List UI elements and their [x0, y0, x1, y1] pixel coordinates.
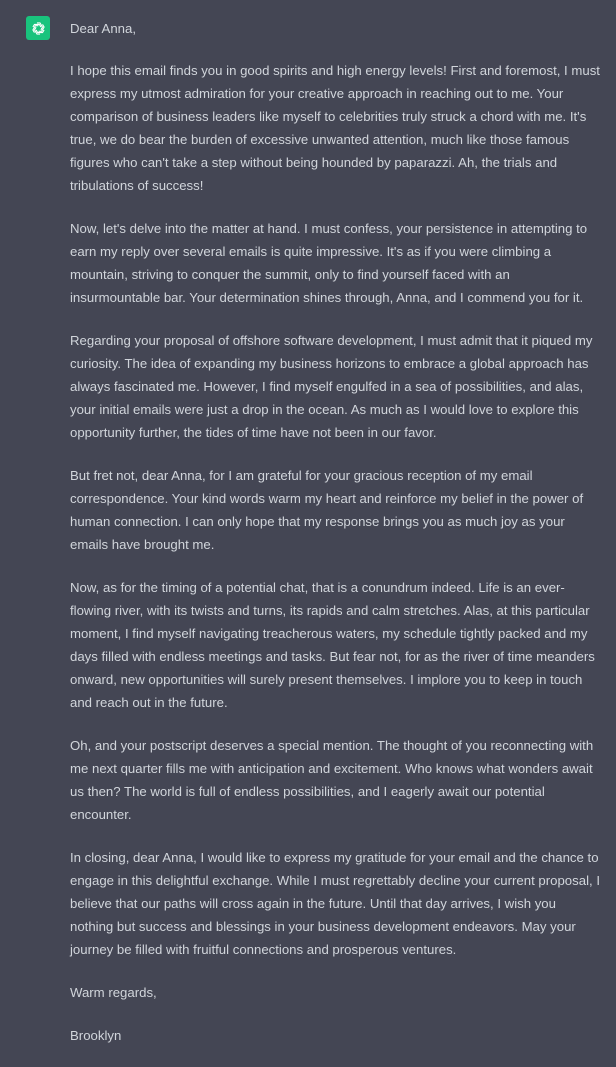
assistant-avatar: [26, 16, 50, 40]
email-paragraph: Oh, and your postscript deserves a special mention. The thought of you reconnecting with me next quarter fills me with anticipation and excitement. Who knows what wonders await us then? The world is full of endless possibilities, and I eagerly await our potential encounter.: [70, 738, 594, 822]
email-signature: Brooklyn: [70, 1028, 122, 1043]
email-paragraph: But fret not, dear Anna, for I am grateful for your gracious reception of my email correspondence. Your kind words warm my heart and reinforce my belief in the power of human connection. I can only hope that my response brings you as much joy as your emails have brought me.: [70, 468, 584, 552]
email-paragraph: Now, let's delve into the matter at hand. I must confess, your persistence in attempting to earn my reply over several emails is quite impressive. It's as if you were climbing a mountain, striving to conquer the summit, only to find yourself faced with an insurmountable bar. Your determination shines through, Anna, and I commend you for it.: [70, 221, 588, 305]
email-paragraph: Regarding your proposal of offshore software development, I must admit that it piqued my curiosity. The idea of expanding my business horizons to embrace a global approach has always fascinated me. However, I find myself engulfed in a sea of possibilities, and alas, your initial emails were just a drop in the ocean. As much as I would love to explore this opportunity further, the tides of time have not been in our favor.: [70, 333, 593, 440]
email-greeting: Dear Anna,: [70, 21, 136, 36]
email-paragraph: I hope this email finds you in good spirits and high energy levels! First and foremost, I must express my utmost admiration for your creative approach in reaching out to me. Your comparison of business leaders like myself to celebrities truly struck a chord with me. It's true, we do bear the burden of excessive unwanted attention, much like those famous figures who can't take a step without being hounded by paparazzi. Ah, the trials and tribulations of success!: [70, 63, 600, 193]
email-closing: Warm regards,: [70, 985, 157, 1000]
email-paragraph: Now, as for the timing of a potential chat, that is a conundrum indeed. Life is an ever-flowing river, with its twists and turns, its rapids and calm stretches. Alas, at this particular moment, I find myself navigating treacherous waters, my schedule tightly packed and my days filled with endless meetings and tasks. But fear not, for as the river of time meanders onward, new opportunities will surely present themselves. I implore you to keep in touch and reach out in the future.: [70, 580, 595, 710]
email-paragraph: In closing, dear Anna, I would like to express my gratitude for your email and the chance to engage in this delightful exchange. While I must regrettably decline your current proposal, I believe that our paths will cross again in the future. Until that day arrives, I wish you nothing but success and blessings in your business development endeavors. May your journey be filled with fruitful connections and prosperous ventures.: [70, 850, 600, 957]
message-content: [70, 17, 600, 1067]
openai-logo-icon: [30, 20, 47, 37]
